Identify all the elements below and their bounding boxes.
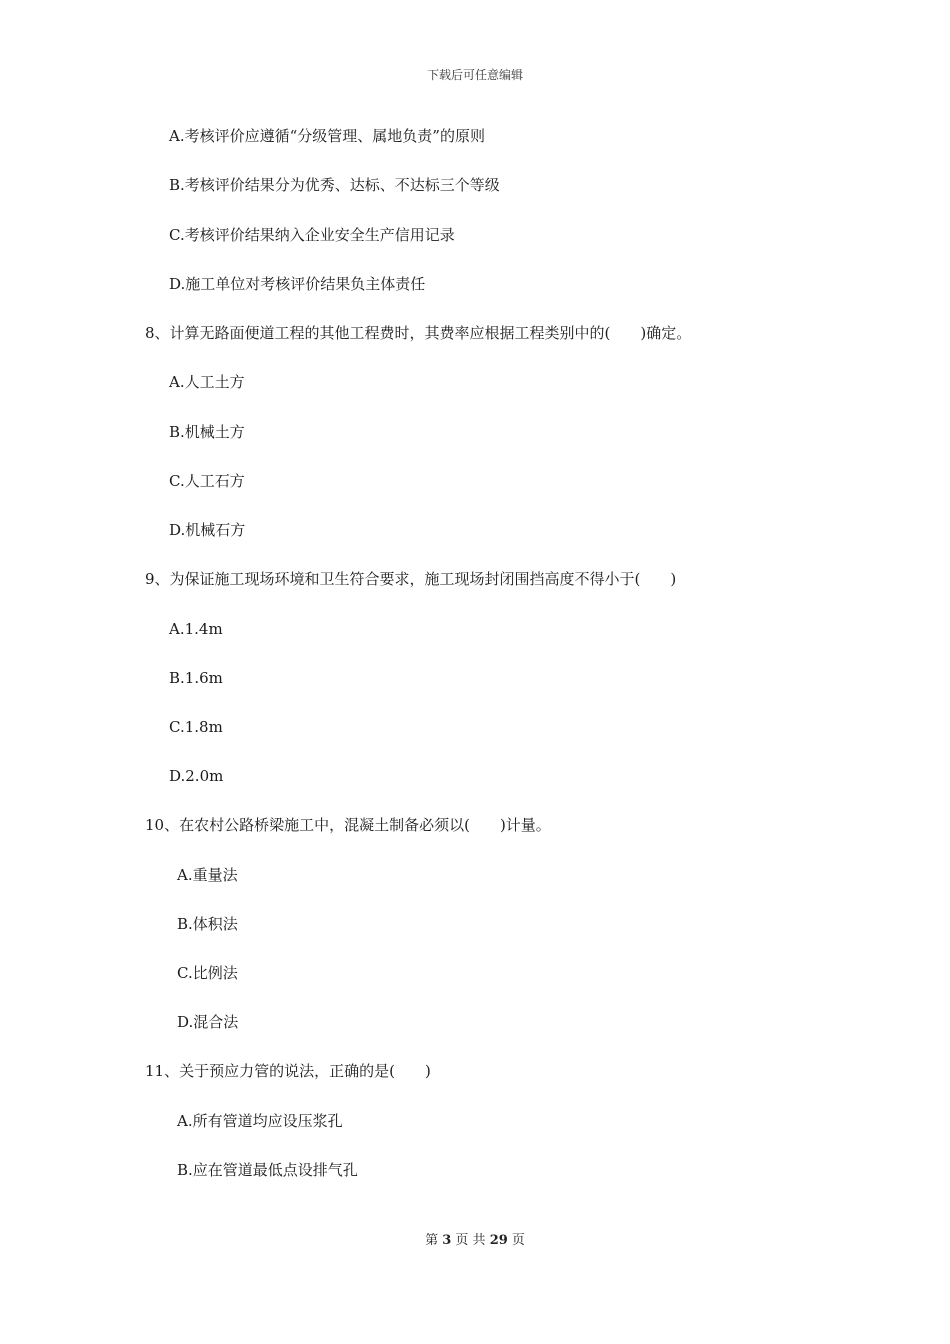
q7-option-a: A.考核评价应遵循“分级管理、属地负责”的原则: [169, 127, 485, 145]
footer-prefix: 第: [425, 1233, 439, 1248]
footer-suffix: 页: [511, 1233, 525, 1248]
question-10: 10、在农村公路桥梁施工中，混凝土制备必须以( )计量。: [145, 816, 551, 834]
q8-option-d: D.机械石方: [169, 521, 246, 539]
total-page-count: 29: [489, 1233, 508, 1248]
header-note: 下载后可任意编辑: [426, 68, 523, 82]
q9-option-b: B.1.6m: [169, 669, 223, 687]
q7-option-d: D.施工单位对考核评价结果负主体责任: [169, 275, 426, 293]
q11-option-a: A.所有管道均应设压浆孔: [177, 1112, 343, 1130]
q9-option-c: C.1.8m: [169, 718, 223, 736]
q8-option-b: B.机械土方: [169, 423, 245, 441]
q7-option-c: C.考核评价结果纳入企业安全生产信用记录: [169, 226, 455, 244]
question-11: 11、关于预应力管的说法，正确的是( ): [145, 1062, 431, 1080]
q8-option-c: C.人工石方: [169, 472, 245, 490]
q7-option-b: B.考核评价结果分为优秀、达标、不达标三个等级: [169, 176, 500, 194]
q11-option-b: B.应在管道最低点设排气孔: [177, 1161, 358, 1179]
question-8: 8、计算无路面便道工程的其他工程费时，其费率应根据工程类别中的( )确定。: [145, 324, 692, 342]
q10-option-d: D.混合法: [177, 1013, 239, 1031]
q10-option-c: C.比例法: [177, 964, 238, 982]
page-footer: [0, 1229, 950, 1248]
q9-option-d: D.2.0m: [169, 767, 224, 785]
q10-option-b: B.体积法: [177, 915, 238, 933]
q9-option-a: A.1.4m: [169, 620, 223, 638]
question-9: 9、为保证施工现场环境和卫生符合要求，施工现场封闭围挡高度不得小于( ): [145, 570, 677, 588]
current-page-number: 3: [442, 1233, 452, 1248]
q8-option-a: A.人工土方: [169, 373, 245, 391]
q10-option-a: A.重量法: [177, 866, 238, 884]
footer-middle: 页 共: [455, 1233, 486, 1248]
